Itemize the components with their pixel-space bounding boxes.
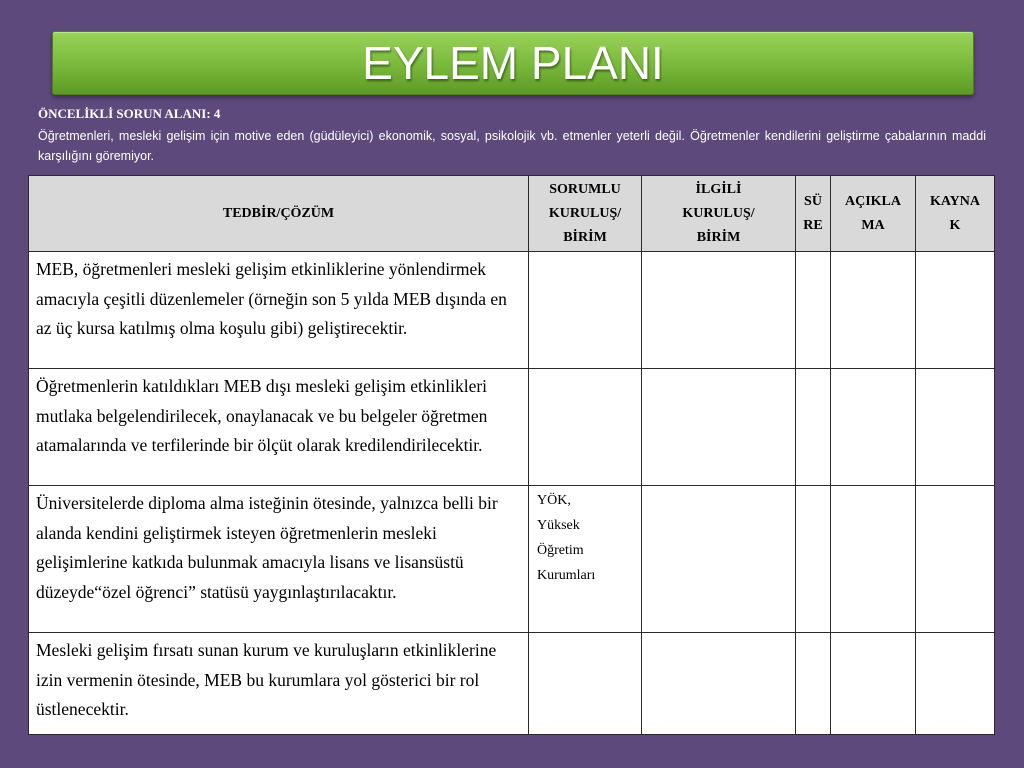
source-cell [916,369,995,486]
responsible-cell [529,252,642,369]
header-duration [796,176,831,252]
header-measure-label: TEDBİR/ÇÖZÜM [222,205,335,221]
responsible-line-4: Kurumları [537,568,596,583]
priority-heading: ÖNCELİKLİ SORUN ALANI: 4 [38,106,221,121]
header-duration-line-2: RE [803,217,823,233]
header-related-line-1: İLGİLİ [695,181,742,197]
table-row [29,633,995,735]
responsible-cell [529,369,642,486]
description-cell [831,633,916,735]
measure-cell: MEB, öğretmenleri mesleki gelişim etkinliklerine yönlendirmek amacıyla çeşitli düzenlemeler (örneğin son 5 yılda MEB dışında en az üç kursa katılmış olma koşulu gibi) geliştirecektir. [29,252,529,369]
responsible-line-3: Öğretim [537,543,584,558]
title-banner [52,31,974,95]
table-row [29,252,995,369]
source-cell [916,633,995,735]
header-duration-line-1: SÜ [804,193,822,209]
duration-cell [796,369,831,486]
measure-cell: Öğretmenlerin katıldıkları MEB dışı mesleki gelişim etkinlikleri mutlaka belgelendirilecek, onaylanacak ve bu belgeler öğretmen atamalarında ve terfilerinde bir ölçüt olarak kredilendirilecektir. [29,369,529,486]
description-cell [831,369,916,486]
responsible-line-1: YÖK, [537,493,571,508]
table-header-row [29,176,995,252]
header-related-line-2: KURULUŞ/ [682,205,755,221]
table-row [29,486,995,633]
duration-cell [796,633,831,735]
duration-cell [796,252,831,369]
header-source [916,176,995,252]
header-related-line-3: BİRİM [696,229,741,245]
related-cell [642,633,796,735]
source-cell [916,252,995,369]
related-cell [642,252,796,369]
related-cell [642,369,796,486]
header-responsible-line-3: BİRİM [563,229,607,245]
header-responsible-line-1: SORUMLU [549,181,621,197]
header-source-line-1: KAYNA [929,193,981,209]
duration-cell [796,486,831,633]
measure-cell: Mesleki gelişim fırsatı sunan kurum ve kuruluşların etkinliklerine izin vermenin ötesinde, MEB bu kurumlara yol gösterici bir rol üstlenecektir. [29,633,529,735]
description-cell [831,252,916,369]
header-description [831,176,916,252]
description-cell [831,486,916,633]
header-related [642,176,796,252]
source-cell [916,486,995,633]
action-plan-table [28,175,995,735]
header-source-line-2: K [949,217,961,233]
related-cell [642,486,796,633]
measure-cell: Üniversitelerde diploma alma isteğinin ötesinde, yalnızca belli bir alanda kendini geliştirmek isteyen öğretmenlerin mesleki gelişimlerine katkıda bulunmak amacıyla lisans ve lisansüstü düzeyde“özel öğrenci” statüsü yaygınlaştırılacaktır. [29,486,529,633]
responsible-line-2: Yüksek [537,518,580,533]
priority-text: Öğretmenleri, mesleki gelişim için motive eden (güdüleyici) ekonomik, sosyal, psikolojik vb. etmenler yeterli değil. Öğretmenler kendilerini geliştirme çabalarının maddi karşılığını göremiyor. [38,129,986,163]
slide-title: EYLEM PLANI [362,37,664,89]
header-responsible-line-2: KURULUŞ/ [548,205,622,221]
header-description-line-1: AÇIKLA [844,193,901,209]
table-row [29,369,995,486]
responsible-cell [529,486,642,633]
header-responsible [529,176,642,252]
header-measure [29,176,529,252]
priority-section [38,105,986,166]
header-description-line-2: MA [861,217,885,233]
responsible-cell [529,633,642,735]
